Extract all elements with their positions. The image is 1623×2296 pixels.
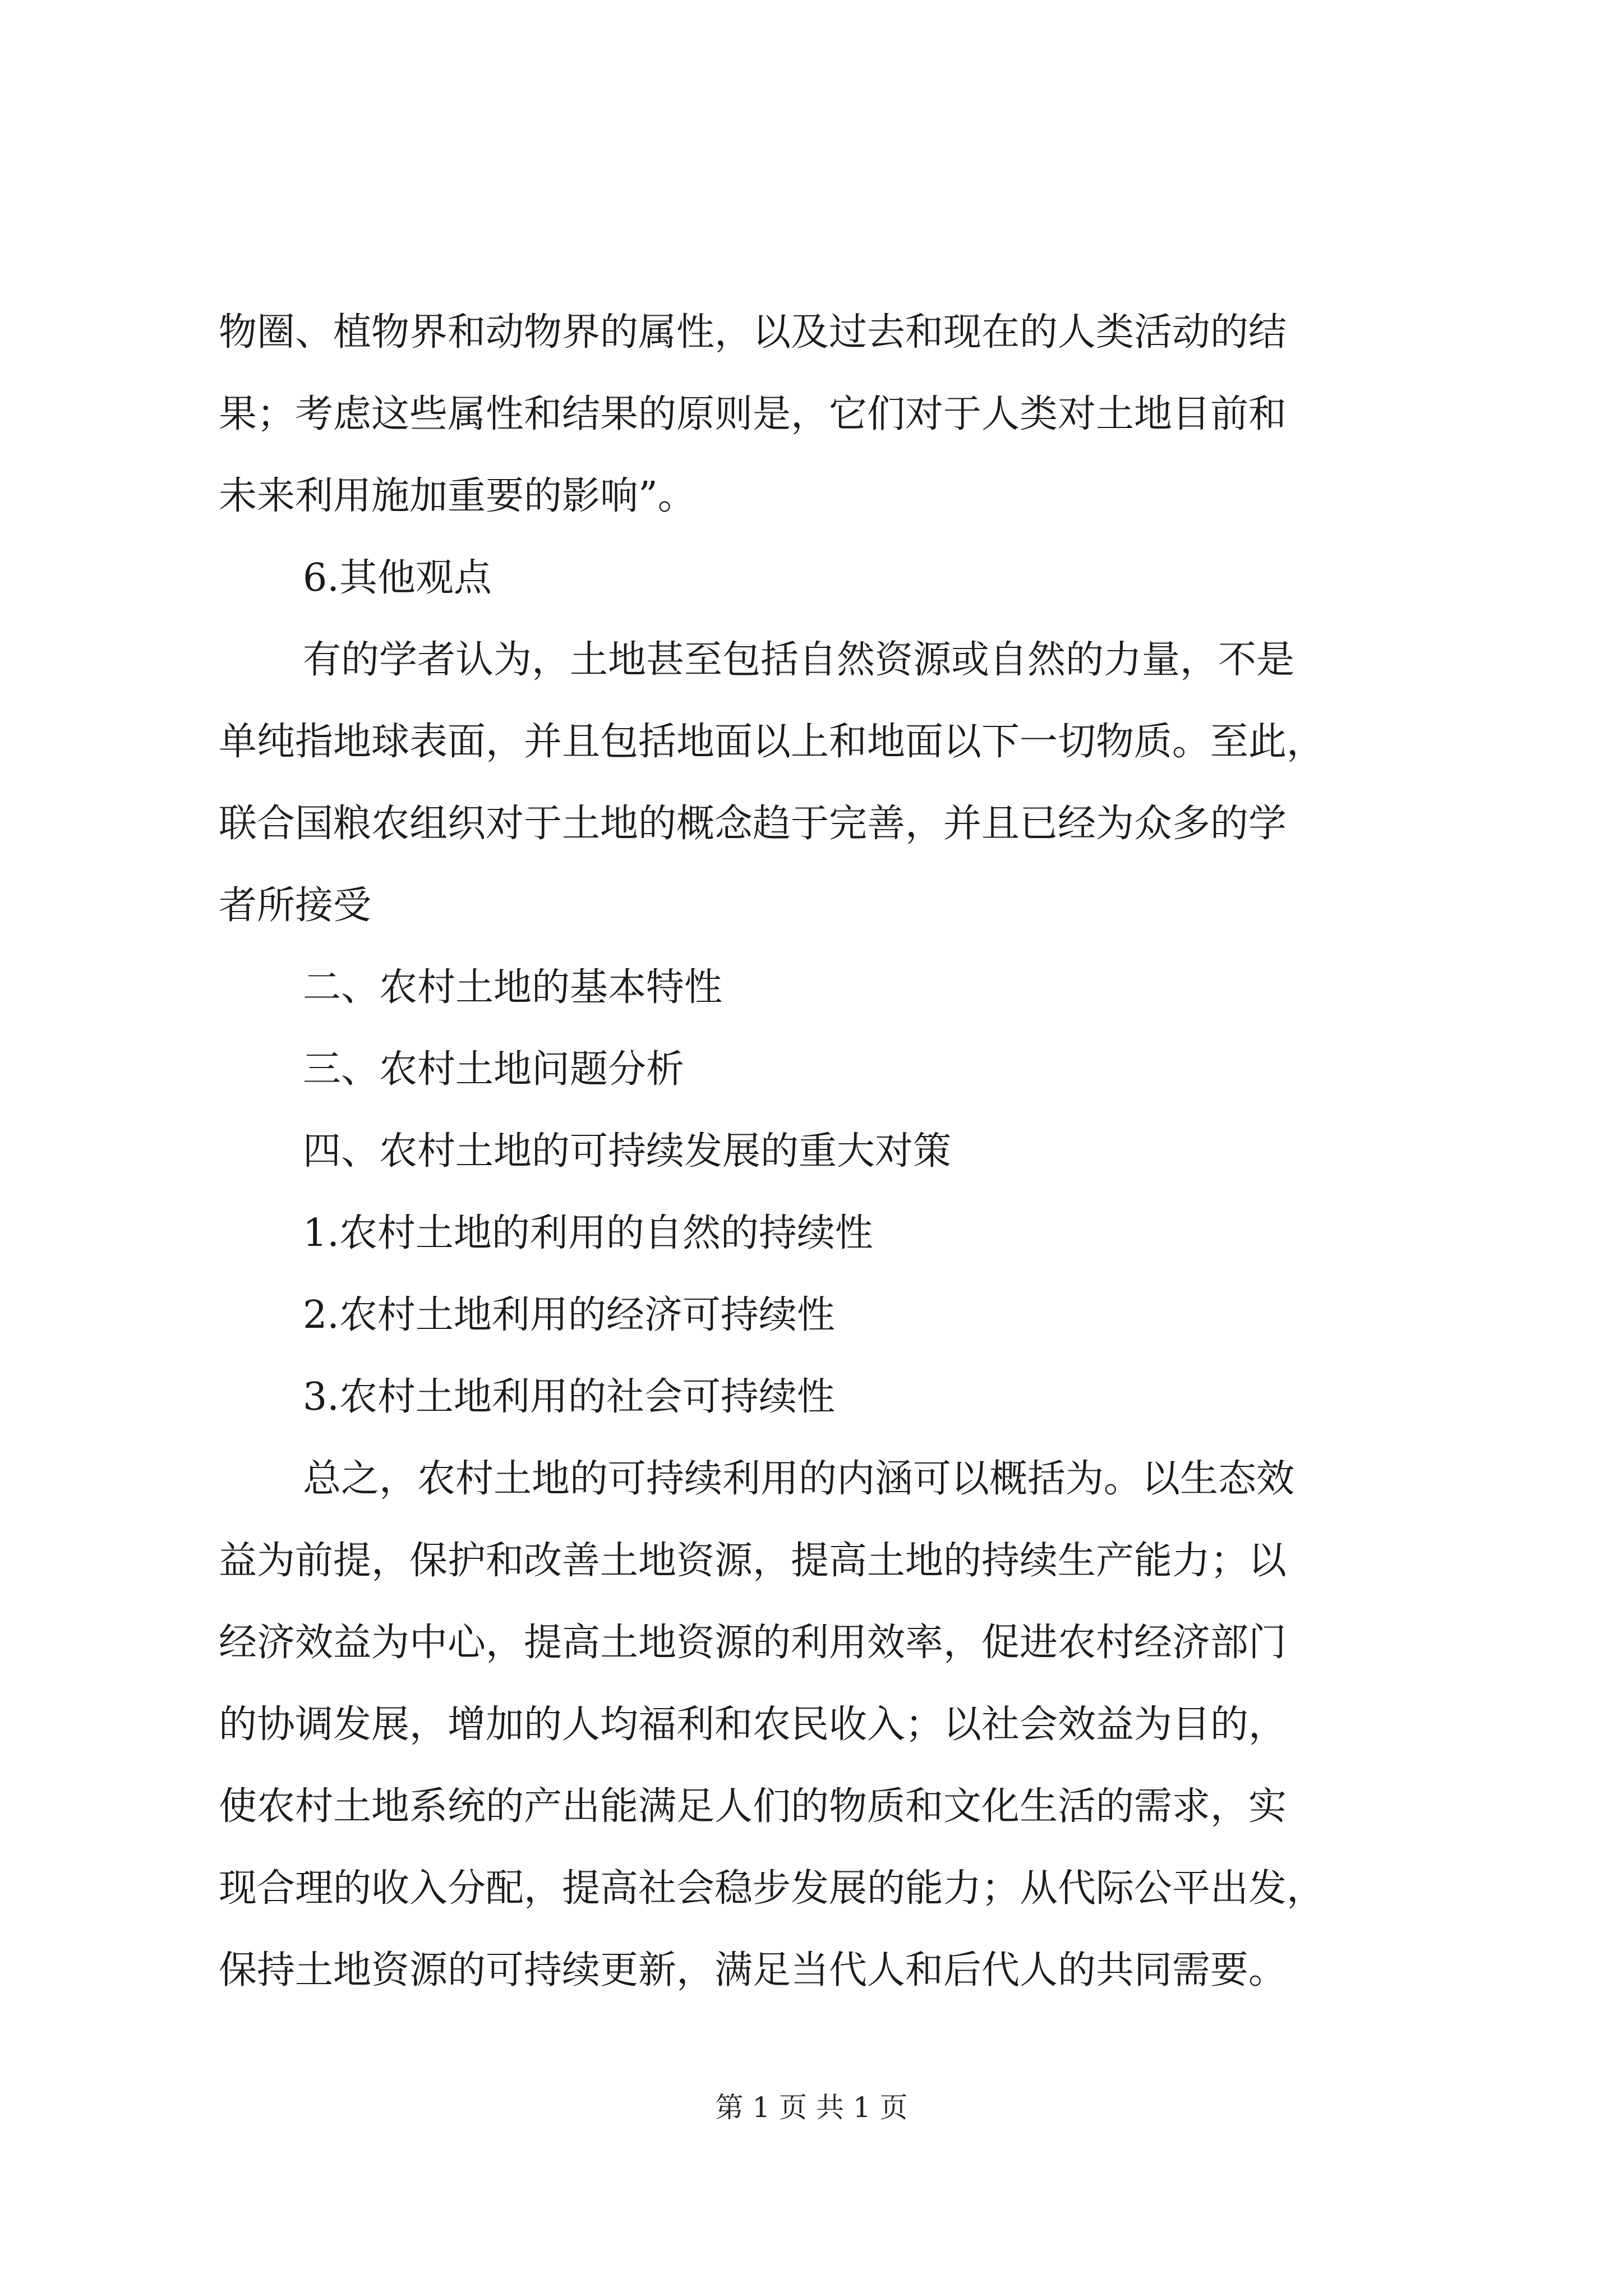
body-text xyxy=(219,292,1413,2012)
subsection-heading: 1.农村土地的利用的自然的持续性 xyxy=(303,1211,873,1255)
paragraph-line: 总之，农村土地的可持续利用的内涵可以概括为。以生态效 xyxy=(303,1457,1295,1501)
section-heading: 四、农村土地的可持续发展的重大对策 xyxy=(303,1129,952,1174)
page-number: 第 1 页 共 1 页 xyxy=(715,2091,908,2124)
paragraph-line: 未来利用施加重要的影响”。 xyxy=(219,474,696,518)
paragraph-line: 者所接受 xyxy=(219,884,372,928)
page-footer xyxy=(0,2088,1623,2127)
paragraph-line: 经济效益为中心，提高土地资源的利用效率，促进农村经济部门 xyxy=(219,1621,1287,1665)
paragraph-line: 有的学者认为，土地甚至包括自然资源或自然的力量，不是 xyxy=(303,638,1295,682)
section-heading: 6.其他观点 xyxy=(303,556,492,600)
paragraph-line: 使农村土地系统的产出能满足人们的物质和文化生活的需求，实 xyxy=(219,1784,1287,1829)
section-heading: 三、农村土地问题分析 xyxy=(303,1047,685,1092)
paragraph-line: 益为前提，保护和改善土地资源，提高土地的持续生产能力；以 xyxy=(219,1539,1287,1583)
section-heading: 二、农村土地的基本特性 xyxy=(303,965,723,1010)
paragraph-line: 单纯指地球表面，并且包括地面以上和地面以下一切物质。至此， xyxy=(219,720,1325,764)
paragraph-line: 果；考虑这些属性和结果的原则是，它们对于人类对土地目前和 xyxy=(219,392,1287,436)
paragraph-line: 联合国粮农组织对于土地的概念趋于完善，并且已经为众多的学 xyxy=(219,802,1287,846)
subsection-heading: 3.农村土地利用的社会可持续性 xyxy=(303,1375,835,1419)
subsection-heading: 2.农村土地利用的经济可持续性 xyxy=(303,1293,835,1337)
paragraph-line: 的协调发展，增加的人均福利和农民收入；以社会效益为目的， xyxy=(219,1703,1287,1747)
paragraph-line: 保持土地资源的可持续更新，满足当代人和后代人的共同需要。 xyxy=(219,1948,1287,1993)
paragraph-line: 现合理的收入分配，提高社会稳步发展的能力；从代际公平出发， xyxy=(219,1866,1325,1911)
paragraph-line: 物圈、植物界和动物界的属性，以及过去和现在的人类活动的结 xyxy=(219,310,1287,355)
